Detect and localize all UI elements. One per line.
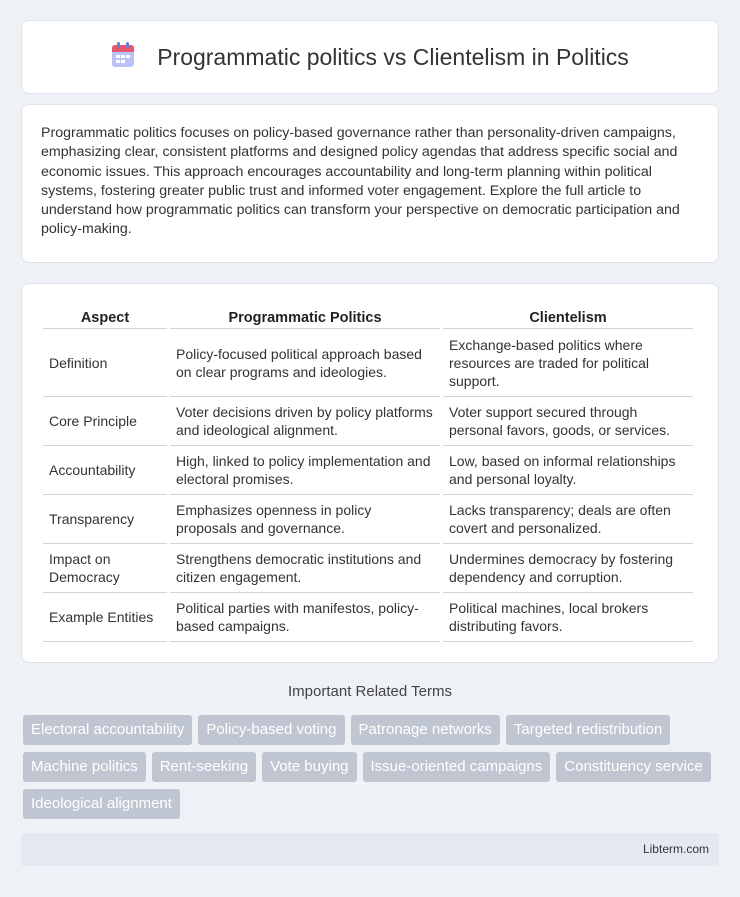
column-header-programmatic: Programmatic Politics bbox=[170, 304, 440, 329]
header-card bbox=[21, 20, 719, 94]
aspect-cell: Transparency bbox=[43, 495, 167, 544]
related-term-tag[interactable]: Targeted redistribution bbox=[506, 715, 670, 745]
footer-site-link[interactable]: Libterm.com bbox=[642, 842, 709, 856]
aspect-cell: Impact on Democracy bbox=[43, 544, 167, 593]
calendar-icon bbox=[111, 42, 135, 73]
related-term-tag[interactable]: Patronage networks bbox=[351, 715, 500, 745]
related-term-tag[interactable]: Rent-seeking bbox=[152, 752, 256, 782]
table-header-row bbox=[43, 304, 693, 329]
aspect-cell: Core Principle bbox=[43, 397, 167, 446]
aspect-cell: Accountability bbox=[43, 446, 167, 495]
intro-card bbox=[21, 104, 719, 263]
programmatic-cell: Political parties with manifestos, policy-based campaigns. bbox=[170, 593, 440, 642]
table-row bbox=[43, 593, 693, 642]
table-row bbox=[43, 544, 693, 593]
programmatic-cell: Emphasizes openness in policy proposals and governance. bbox=[170, 495, 440, 544]
table-row bbox=[43, 329, 693, 397]
related-term-tag[interactable]: Policy-based voting bbox=[198, 715, 344, 745]
clientelism-cell: Voter support secured through personal favors, goods, or services. bbox=[443, 397, 693, 446]
aspect-cell: Example Entities bbox=[43, 593, 167, 642]
comparison-card bbox=[21, 283, 719, 663]
related-terms-list bbox=[23, 715, 723, 819]
page-title: Programmatic politics vs Clientelism in Politics bbox=[157, 43, 629, 70]
related-terms-title: Important Related Terms bbox=[288, 683, 452, 700]
footer bbox=[21, 833, 719, 866]
clientelism-cell: Low, based on informal relationships and personal loyalty. bbox=[443, 446, 693, 495]
related-term-tag[interactable]: Constituency service bbox=[556, 752, 710, 782]
clientelism-cell: Political machines, local brokers distributing favors. bbox=[443, 593, 693, 642]
table-row bbox=[43, 397, 693, 446]
column-header-aspect: Aspect bbox=[43, 304, 167, 329]
programmatic-cell: Strengthens democratic institutions and citizen engagement. bbox=[170, 544, 440, 593]
related-term-tag[interactable]: Issue-oriented campaigns bbox=[363, 752, 551, 782]
related-term-tag[interactable]: Machine politics bbox=[23, 752, 146, 782]
table-row bbox=[43, 446, 693, 495]
clientelism-cell: Lacks transparency; deals are often covert and personalized. bbox=[443, 495, 693, 544]
related-term-tag[interactable]: Electoral accountability bbox=[23, 715, 192, 745]
programmatic-cell: High, linked to policy implementation and electoral promises. bbox=[170, 446, 440, 495]
programmatic-cell: Policy-focused political approach based on clear programs and ideologies. bbox=[170, 329, 440, 397]
column-header-clientelism: Clientelism bbox=[443, 304, 693, 329]
comparison-table bbox=[40, 304, 696, 642]
table-row bbox=[43, 495, 693, 544]
related-term-tag[interactable]: Vote buying bbox=[262, 752, 356, 782]
clientelism-cell: Exchange-based politics where resources are traded for political support. bbox=[443, 329, 693, 397]
intro-text: Programmatic politics focuses on policy-based governance rather than personality-driven campaigns, emphasizing clear, consistent platforms and designed policy agendas that address specific social and economic issues. This approach encourages accountability and long-term planning within political systems, fostering greater public trust and informed voter engagement. Explore the full article to understand how programmatic politics can transform your perspective on democratic participation and policy-making. bbox=[41, 125, 680, 238]
programmatic-cell: Voter decisions driven by policy platforms and ideological alignment. bbox=[170, 397, 440, 446]
clientelism-cell: Undermines democracy by fostering dependency and corruption. bbox=[443, 544, 693, 593]
related-term-tag[interactable]: Ideological alignment bbox=[23, 789, 180, 819]
aspect-cell: Definition bbox=[43, 329, 167, 397]
